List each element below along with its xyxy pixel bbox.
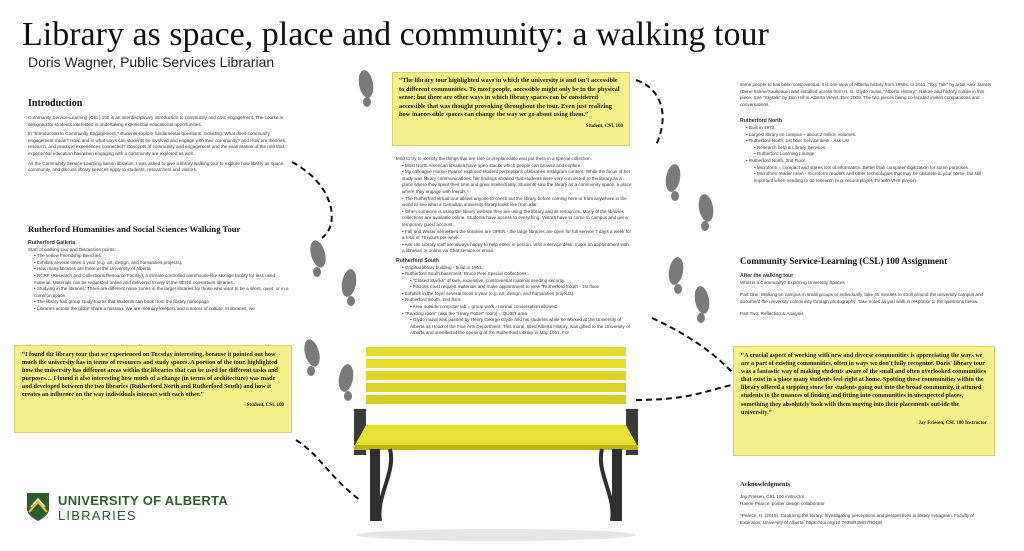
poster-subtitle: Doris Wagner, Public Services Librarian [28, 54, 275, 70]
list-item: • Exhibits several times a year (e.g. art, design, and humanities projects). [34, 260, 290, 267]
footprint-icon [308, 239, 329, 277]
student-quote-left [14, 345, 292, 433]
list-item: • Microform reader room - microform readers and other technologies that may be obsolete in your home, but still important when needing to do research (e.g. record player, TV with VHS player). [746, 171, 992, 184]
dashed-path-left [292, 162, 332, 238]
galleria-intro: Start of walking tour and Discussion points: [28, 246, 116, 252]
intro-body [28, 115, 290, 174]
footprint-icon [302, 338, 323, 376]
assignment-section [740, 256, 994, 321]
intro-section [28, 98, 290, 177]
tour-heading: Rutherford Humanities and Social Sciences Walking Tour [28, 224, 241, 234]
yellow-bench-illustration [346, 345, 646, 545]
part-two: Part Two: Reflection & Analysis [740, 311, 804, 317]
acknowledgments-body [740, 494, 990, 526]
list-item: • Area outside computer lab = group work - normal conversation allowed. [402, 304, 632, 311]
list-item: • When someone is using the library website they are using the library and its resources. Many of the libraries collections are available online. Students have access to everything. Vistors have to come to campus and get a temporary guest account. [402, 209, 632, 229]
list-item: • The Rutherford virtual tour allows anyone to check out the library before coming here or from anywhere in the world to see what a Canadian university library looks like from afar. [402, 196, 632, 209]
list-item: • Largest library on campus – about 2 million volumes. [746, 132, 992, 139]
list-item: • "Closed Stacks" of rare, expensive, controversial material needing security. [402, 278, 632, 285]
quote-text: “I found the library tour that we experienced on Tuesday interesting, because it pointed out how much the university has in terms of resources and study spaces. A portion of the tour, highlighted how the university has different areas within the libraries that can be used for different tasks and purposes… I found it also interesting how much of a change (in terms of architecture) was made and developed between the two libraries (Rutherford North and Rutherford South) and how it creates an influence on the way individuals interact with each other.” [22, 351, 278, 398]
middle-column [396, 156, 632, 337]
intro-heading: Introduction [28, 98, 83, 109]
middle-lead: tend to try to identify the things that are rare or irreplaceable and put them in a special collection. [396, 156, 592, 161]
part-one: Part One: Walking on campus in small groups or individually, take 45 minutes to stroll around the university campus and document the university community through photography. Take notes as you walk in response to the questions below. [740, 292, 984, 304]
list-item: • Rutherford South, 2nd floor. [402, 297, 632, 304]
assignment-body [740, 273, 994, 318]
logo-line1: UNIVERSITY OF ALBERTA [58, 493, 229, 508]
logo-line2: LIBRARIES [58, 508, 137, 523]
footprint-icon [667, 256, 686, 294]
acknowledgments-heading: Acknowledgments [740, 481, 791, 488]
list-item: • Rutherford North, 1st floor Service desk - Ask Us! [746, 138, 992, 145]
list-item: • My colleague Hanne Pearce explored student perceptions of libraries Instagram content. While the focus of her study was library communications, her findings showed that students were very connected to the library as a place where they spent their time and grew intellectually. Students saw the library as a community space, a place where they engage with friends.* [402, 169, 632, 195]
north-list [740, 125, 992, 184]
acknowledgments [740, 481, 990, 526]
list-item: • Glyde mural was painted by Henry George Glyde and his students while he worked at the University of Alberta as Head of the Fine Arts Department. This mural, titled Alberta History, was gifted to the University of Alberta and unveiled at the opening of the Rutherford Library in May 1951. For [402, 317, 632, 337]
south-list [396, 265, 632, 338]
quote-text: “A crucial aspect of working with new and diverse communities is appreciating the ways we are a part of existing communities, often in ways we don't fully recognize. Doris' library tour was a fantastic way of making students aware of the small and often overlooked communities that exist in a place many students feel right at home. Spotting these communities within the library offered a stepping stone for students going out into the broad community, it attuned students to the nuances of finding and fitting into communities in unexpected places, something they absolutely took with them moving into their placements outside the university.” [741, 352, 986, 416]
galleria-heading: Rutherford Galleria [28, 240, 76, 246]
list-item: • Ask Us! Library staff are always happy to help either in person. Visit a service desk, make an appointment with a librarian or online via Chat service or email. [402, 242, 632, 255]
quote-attribution: Jay Friesen, CSL 100 Instructor [918, 420, 987, 426]
poster-title: Library as space, place and community: a walking tour [22, 16, 769, 53]
list-item: • How many libraries are there at the University of Alberta. [34, 266, 290, 273]
list-item: • The library has group study rooms that students can book from the library homepage. [34, 299, 290, 306]
footprint-icon [340, 268, 359, 306]
intro-paragraph: Community Service-Learning (CSL) 100 is an interdisciplinary introduction to community and civic engagement. The course is designed for students interested in undertaking experiential educational opportunities. [28, 115, 283, 127]
instructor-quote [733, 346, 995, 456]
right-lead: some people to has been controversial. It is one view of Alberta history from 1950s. In 2011, "Sky Talk" by artist Alex Janvier (Dene Suline/Saulteaux) was installed across from H. G. Glyde mural, "Alberta History". Nature and history collide in this piece. See "Skytalk" by Don Hill in Alberta Views, Dec 2009. The two pieces being co-located invites comparisons and conversations. [740, 82, 992, 107]
list-item: • Exhibits in the foyer several times a year (e.g. art, design, and humanities projects). [402, 291, 632, 298]
dashed-path-bottom [636, 385, 732, 400]
footprint-icon [693, 285, 712, 323]
list-item: • Original library building - build in 1951. [402, 265, 632, 272]
list-item: • Rutherford North, 2nd Floor. [746, 158, 992, 165]
list-item: • Libraries across the globe share a mission. We are memory keepers and curators of culture. In libraries, we [34, 306, 290, 313]
galleria-list [28, 253, 290, 312]
list-item: • Most North American libraries have open stacks which people can browse and explore. [402, 163, 632, 170]
list-item: • Studying in the libraries: There are different noise zones in the larger libraries for those who want to be a silent, quiet, or in a common space. [34, 286, 290, 299]
footprint-icon [664, 163, 683, 201]
list-item: • Microform = compact and stores lots of information. Better than computer digitization for some purposes. [746, 165, 992, 172]
list-item: • Research help & Library Services. [746, 145, 992, 152]
tour-body [28, 240, 290, 313]
ack-line: Hanne Pearce, poster design collaborator [740, 500, 825, 506]
ack-line: Jay Friesen, CSL 100 instructor [740, 494, 805, 499]
dashed-path-top [636, 80, 663, 145]
middle-list [396, 163, 632, 255]
footprint-icon [697, 193, 716, 231]
quote-text: “The library tour highlighted ways in which the university is and isn't accessible to different communities. To most people, accessible might only be in the physical sense; but there are other ways in which library spaces can be considered accessible that was thought provoking throughout the tour. Even just realizing how inaccessible spaces can change the way we go about using them.” [399, 77, 620, 119]
quote-attribution: Student, CSL 100 [585, 123, 623, 129]
list-item: • Rutherford South basement: Bruce Peel Special Collections . [402, 271, 632, 278]
intro-paragraph: As the Community Service-Learning liaison librarian, I was asked to give a library walking tour to explore how library as space, community, and discuss library services apply to students, researchers and visitors. [28, 160, 285, 173]
after-tour-heading: After the walking tour [740, 273, 794, 279]
intro-paragraph: In "Introduction to Community Engagement," students explore fundamental questions, including: What does community engagement mean? How, and in what ways can students be involved and engage with their community? and How are theories, research, and practical experiences connected? Concepts of community and engagement and the examination of the role that experiential education has when engaging with a community are explored as well. [28, 131, 287, 156]
dashed-path-right [652, 318, 732, 372]
list-item: • Built in 1973. [746, 125, 992, 132]
rutherford-north-heading: Rutherford North [740, 118, 783, 125]
right-column [740, 82, 992, 184]
list-item: • Rutherford Learning Lounge. [746, 151, 992, 158]
after-tour-sub: What is a Community? Exploring University Spaces [740, 279, 845, 285]
list-item: • Patrons must request materials and make appointment to view "Rutherford South - 1st floor. [402, 284, 632, 291]
rutherford-south-heading: Rutherford South [396, 257, 439, 264]
list-item: • The yellow Friendship Benches. [34, 253, 290, 260]
tour-section [28, 224, 290, 313]
quote-attribution: Student, CSL 100 [246, 403, 284, 408]
university-logo [26, 490, 286, 526]
footprint-icon [357, 69, 376, 107]
list-item: • "Reading room" (aka the "Harry Potter" room) = QUIET area. [402, 311, 632, 318]
citation: *Pearce, H. (2019). Capturing the library: Investigating perceptions and perspectives in library Instagram. Faculty of Extension, University of Alberta. https://doi.org/10.7939/R3MG7HDGB [740, 513, 975, 525]
shield-icon [26, 492, 50, 522]
assignment-heading: Community Service-Learning (CSL) 100 Assignment [740, 256, 948, 266]
list-item: • RCRF (Research and Collections Resource Facility), a climate controlled warehouse-like storage facility for less used material. Materials can be requested online and delivered to any of the NEOS consortium libraries. [34, 273, 290, 286]
student-quote-top [392, 72, 630, 146]
list-item: • Fall and Winter semesters the libraries are OPEN - the large libraries are open for full service 7 days a week for a total of 79 hours per week. [402, 229, 632, 242]
